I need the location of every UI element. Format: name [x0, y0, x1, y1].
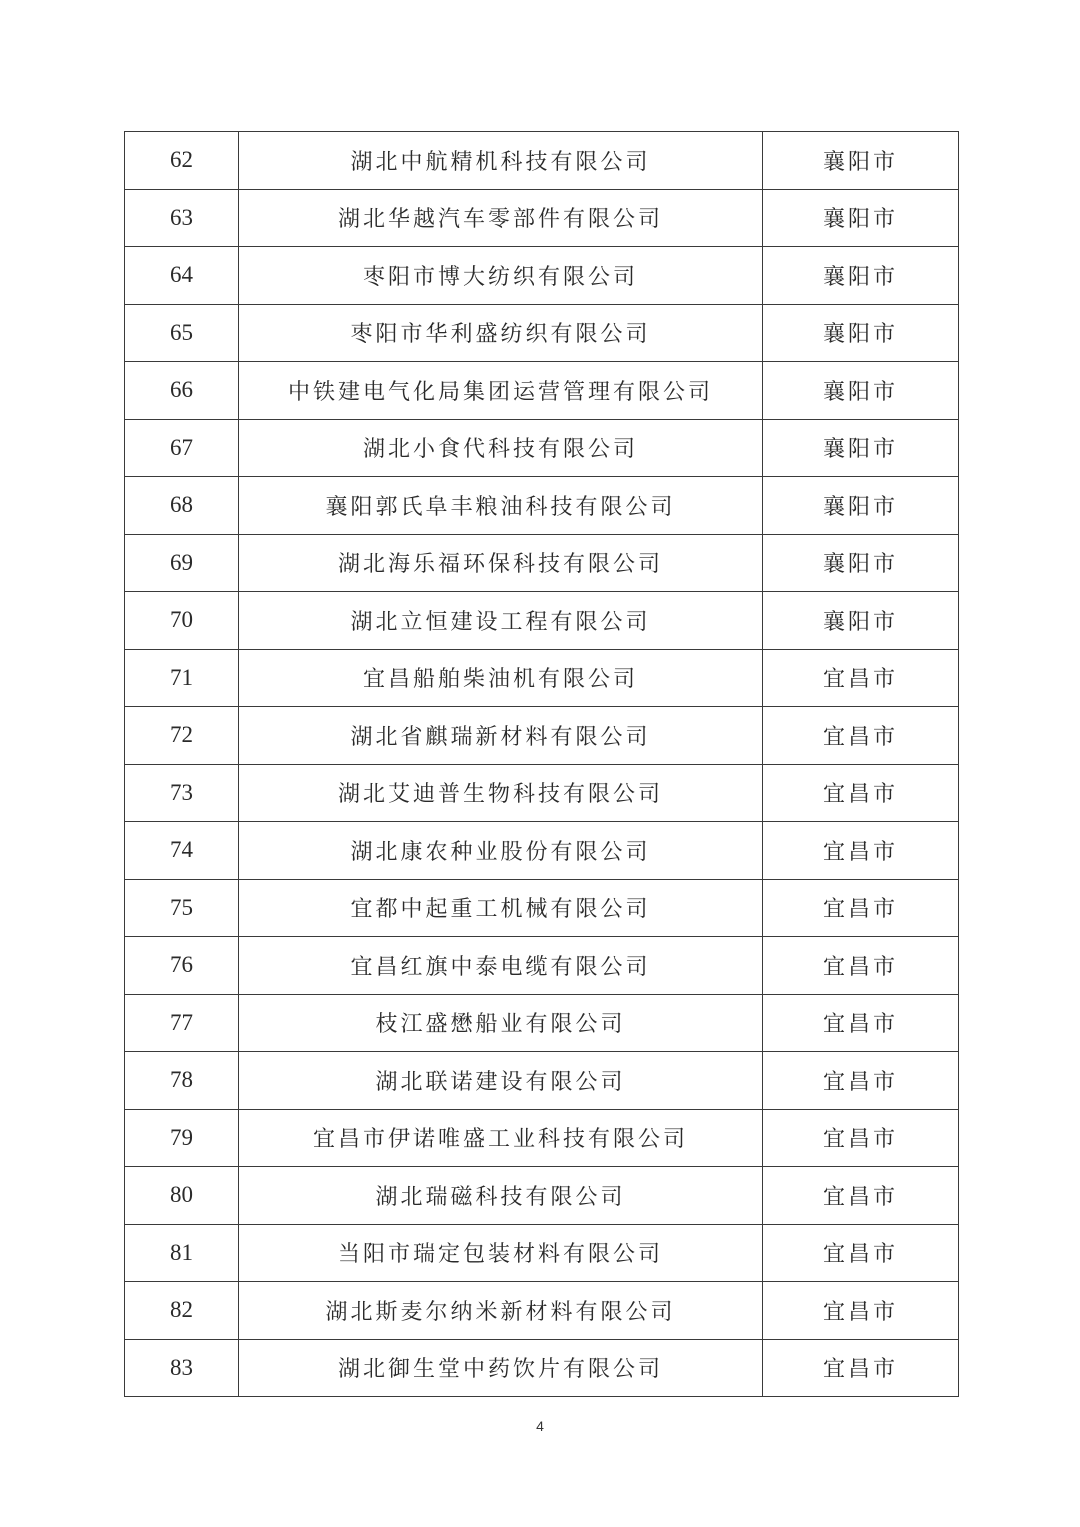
city-name: 宜昌市 — [763, 937, 959, 995]
table-row — [125, 937, 959, 995]
table-row — [125, 822, 959, 880]
company-name: 中铁建电气化局集团运营管理有限公司 — [239, 362, 763, 420]
row-number: 81 — [125, 1224, 239, 1282]
row-number: 67 — [125, 419, 239, 477]
company-name: 枣阳市华利盛纺织有限公司 — [239, 304, 763, 362]
company-name: 宜昌船舶柴油机有限公司 — [239, 649, 763, 707]
table-row — [125, 189, 959, 247]
row-number: 63 — [125, 189, 239, 247]
city-name: 宜昌市 — [763, 994, 959, 1052]
table-row — [125, 1282, 959, 1340]
row-number: 74 — [125, 822, 239, 880]
company-name: 湖北海乐福环保科技有限公司 — [239, 534, 763, 592]
city-name: 宜昌市 — [763, 649, 959, 707]
table-row — [125, 362, 959, 420]
city-name: 襄阳市 — [763, 477, 959, 535]
table-row — [125, 649, 959, 707]
company-name: 当阳市瑞定包装材料有限公司 — [239, 1224, 763, 1282]
row-number: 83 — [125, 1339, 239, 1397]
company-name: 湖北华越汽车零部件有限公司 — [239, 189, 763, 247]
city-name: 襄阳市 — [763, 132, 959, 190]
table-row — [125, 247, 959, 305]
city-name: 宜昌市 — [763, 1282, 959, 1340]
company-name: 枣阳市博大纺织有限公司 — [239, 247, 763, 305]
company-name: 宜都中起重工机械有限公司 — [239, 879, 763, 937]
row-number: 71 — [125, 649, 239, 707]
row-number: 68 — [125, 477, 239, 535]
company-list-table — [124, 131, 959, 1397]
company-name: 湖北斯麦尔纳米新材料有限公司 — [239, 1282, 763, 1340]
row-number: 79 — [125, 1109, 239, 1167]
table-row — [125, 1167, 959, 1225]
table-row — [125, 534, 959, 592]
table-row — [125, 879, 959, 937]
row-number: 82 — [125, 1282, 239, 1340]
row-number: 77 — [125, 994, 239, 1052]
company-name: 襄阳郭氏阜丰粮油科技有限公司 — [239, 477, 763, 535]
company-name: 湖北御生堂中药饮片有限公司 — [239, 1339, 763, 1397]
row-number: 80 — [125, 1167, 239, 1225]
row-number: 73 — [125, 764, 239, 822]
city-name: 襄阳市 — [763, 304, 959, 362]
company-name: 湖北立恒建设工程有限公司 — [239, 592, 763, 650]
row-number: 70 — [125, 592, 239, 650]
company-name: 湖北小食代科技有限公司 — [239, 419, 763, 477]
city-name: 宜昌市 — [763, 707, 959, 765]
row-number: 78 — [125, 1052, 239, 1110]
row-number: 62 — [125, 132, 239, 190]
row-number: 65 — [125, 304, 239, 362]
company-name: 湖北联诺建设有限公司 — [239, 1052, 763, 1110]
table-row — [125, 1339, 959, 1397]
table-row — [125, 1052, 959, 1110]
company-name: 枝江盛懋船业有限公司 — [239, 994, 763, 1052]
company-name: 湖北中航精机科技有限公司 — [239, 132, 763, 190]
company-name: 宜昌红旗中泰电缆有限公司 — [239, 937, 763, 995]
table-body — [125, 132, 959, 1397]
city-name: 襄阳市 — [763, 189, 959, 247]
page-number: 4 — [536, 1418, 544, 1434]
city-name: 襄阳市 — [763, 247, 959, 305]
row-number: 64 — [125, 247, 239, 305]
company-name: 湖北康农种业股份有限公司 — [239, 822, 763, 880]
table-row — [125, 477, 959, 535]
row-number: 69 — [125, 534, 239, 592]
row-number: 66 — [125, 362, 239, 420]
row-number: 76 — [125, 937, 239, 995]
row-number: 75 — [125, 879, 239, 937]
city-name: 襄阳市 — [763, 362, 959, 420]
city-name: 宜昌市 — [763, 1109, 959, 1167]
city-name: 襄阳市 — [763, 592, 959, 650]
city-name: 襄阳市 — [763, 419, 959, 477]
table-row — [125, 707, 959, 765]
city-name: 宜昌市 — [763, 1052, 959, 1110]
city-name: 宜昌市 — [763, 1224, 959, 1282]
row-number: 72 — [125, 707, 239, 765]
table-row — [125, 764, 959, 822]
table-row — [125, 592, 959, 650]
table-row — [125, 1109, 959, 1167]
city-name: 宜昌市 — [763, 1167, 959, 1225]
table-row — [125, 132, 959, 190]
city-name: 宜昌市 — [763, 879, 959, 937]
city-name: 宜昌市 — [763, 764, 959, 822]
city-name: 襄阳市 — [763, 534, 959, 592]
city-name: 宜昌市 — [763, 1339, 959, 1397]
table-row — [125, 304, 959, 362]
table-row — [125, 1224, 959, 1282]
company-name: 湖北艾迪普生物科技有限公司 — [239, 764, 763, 822]
company-name: 湖北瑞磁科技有限公司 — [239, 1167, 763, 1225]
table-row — [125, 994, 959, 1052]
company-name: 宜昌市伊诺唯盛工业科技有限公司 — [239, 1109, 763, 1167]
company-name: 湖北省麒瑞新材料有限公司 — [239, 707, 763, 765]
table-row — [125, 419, 959, 477]
city-name: 宜昌市 — [763, 822, 959, 880]
